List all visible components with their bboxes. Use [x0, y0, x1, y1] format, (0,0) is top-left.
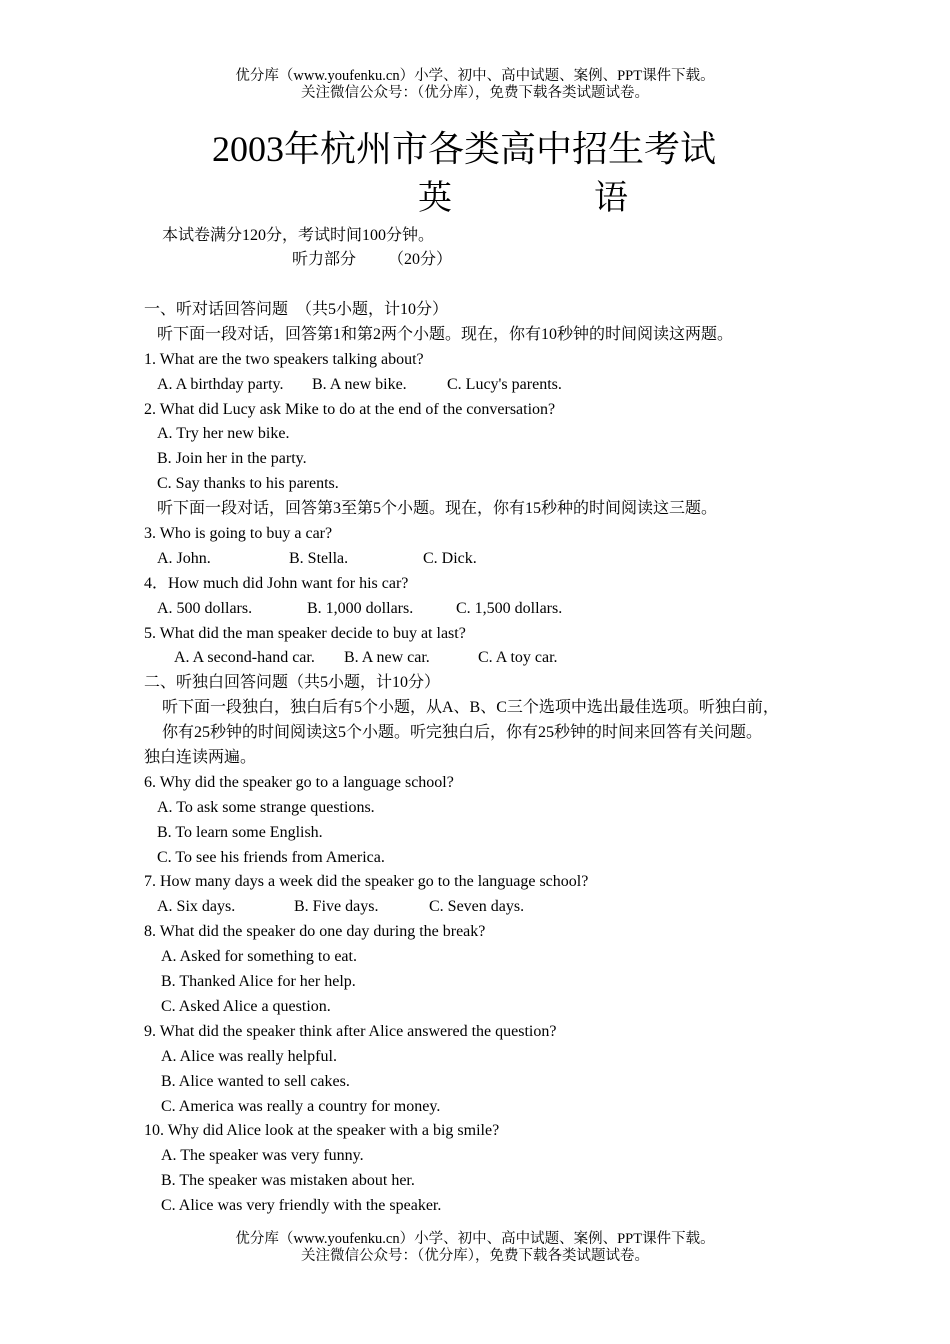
q10-stem: 10. Why did Alice look at the speaker with a big smile? [144, 1122, 500, 1140]
q9-stem: 9. What did the speaker think after Alice answered the question? [144, 1022, 557, 1040]
q1-option-c: C. Lucy's parents. [447, 375, 562, 393]
q1-option-a: A. A birthday party. [157, 375, 284, 393]
q4-stem: 4．How much did John want for his car? [144, 574, 409, 592]
page-footer [0, 1231, 950, 1265]
q3-option-a: A. John. [157, 549, 211, 567]
q1-stem: 1. What are the two speakers talking about? [144, 350, 424, 368]
listening-points: （20分） [388, 251, 453, 268]
q10-option-a: A. The speaker was very funny. [161, 1147, 364, 1165]
header-line-2: 关注微信公众号：（优分库），免费下载各类试题试卷。 [301, 85, 649, 101]
q5-stem: 5. What did the man speaker decide to buy at last? [144, 624, 466, 642]
q6-stem: 6. Why did the speaker go to a language school? [144, 773, 454, 791]
q9-option-c: C. America was really a country for money. [161, 1097, 441, 1115]
listening-heading [292, 249, 452, 271]
section1-heading: 一、听对话回答问题 （共5小题，计10分） [144, 301, 449, 318]
q7-option-b: B. Five days. [294, 898, 379, 916]
q2-option-a: A. Try her new bike. [157, 425, 290, 443]
q4-option-a: A. 500 dollars. [157, 599, 253, 617]
exam-intro: 本试卷满分120分，考试时间100分钟。 [162, 227, 435, 244]
q2-option-c: C. Say thanks to his parents. [157, 475, 339, 493]
q9-option-b: B. Alice wanted to sell cakes. [161, 1072, 350, 1090]
exam-title: 2003年杭州市各类高中招生考试 [211, 129, 716, 169]
q5-option-a: A. A second-hand car. [174, 649, 315, 667]
section1-instruction-1: 听下面一段对话，回答第1和第2两个小题。现在，你有10秒钟的时间阅读这两题。 [157, 325, 734, 343]
header-line-1: 优分库（www.youfenku.cn）小学、初中、高中试题、案例、PPT课件下载。 [235, 68, 715, 84]
q7-option-a: A. Six days. [157, 898, 236, 916]
listening-label: 听力部分 [292, 251, 357, 268]
q10-option-b: B. The speaker was mistaken about her. [161, 1172, 415, 1190]
section2-instruction-b: 你有25秒钟的时间阅读这5个小题。听完独白后，你有25秒钟的时间来回答有关问题。 [162, 724, 763, 742]
q4-option-c: C. 1,500 dollars. [456, 599, 563, 617]
q1-option-b: B. A new bike. [312, 375, 407, 393]
q5-option-c: C. A toy car. [478, 649, 558, 667]
q7-stem: 7. How many days a week did the speaker go to the language school? [144, 873, 589, 891]
q3-option-c: C. Dick. [423, 549, 477, 567]
q3-stem: 3. Who is going to buy a car? [144, 525, 333, 543]
q8-option-b: B. Thanked Alice for her help. [161, 973, 356, 991]
q1-options [144, 373, 834, 398]
q6-option-c: C. To see his friends from America. [157, 848, 385, 866]
subject-title [418, 176, 628, 222]
q8-stem: 8. What did the speaker do one day during the break? [144, 923, 486, 941]
q7-option-c: C. Seven days. [429, 898, 525, 916]
subject-char-2: 语 [594, 180, 628, 217]
q3-options [144, 547, 834, 572]
section2-instruction-c: 独白连读两遍。 [144, 749, 257, 767]
section1-instruction-2: 听下面一段对话，回答第3至第5个小题。现在，你有15秒种的时间阅读这三题。 [157, 500, 718, 518]
q2-option-b: B. Join her in the party. [157, 450, 307, 468]
q8-option-c: C. Asked Alice a question. [161, 997, 331, 1015]
q5-options [144, 646, 834, 671]
q10-option-c: C. Alice was very friendly with the speaker. [161, 1197, 442, 1215]
q7-options [144, 895, 834, 920]
q8-option-a: A. Asked for something to eat. [161, 948, 357, 966]
section2-instruction-a: 听下面一段独白，独白后有5个小题，从A、B、C三个选项中选出最佳选项。听独白前， [162, 699, 779, 717]
q2-stem: 2. What did Lucy ask Mike to do at the end of the conversation? [144, 400, 556, 418]
q4-option-b: B. 1,000 dollars. [307, 599, 414, 617]
footer-line-1: 优分库（www.youfenku.cn）小学、初中、高中试题、案例、PPT课件下载。 [235, 1231, 715, 1247]
q6-option-b: B. To learn some English. [157, 823, 323, 841]
q5-option-b: B. A new car. [344, 649, 430, 667]
question-content [144, 298, 834, 1219]
q4-options [144, 597, 834, 622]
footer-line-2: 关注微信公众号：（优分库），免费下载各类试题试卷。 [301, 1248, 649, 1264]
q6-option-a: A. To ask some strange questions. [157, 798, 375, 816]
section2-heading: 二、听独白回答问题（共5小题，计10分） [144, 674, 441, 692]
q3-option-b: B. Stella. [289, 549, 349, 567]
subject-char-1: 英 [418, 180, 452, 217]
q9-option-a: A. Alice was really helpful. [161, 1047, 337, 1065]
page-header [0, 68, 950, 102]
